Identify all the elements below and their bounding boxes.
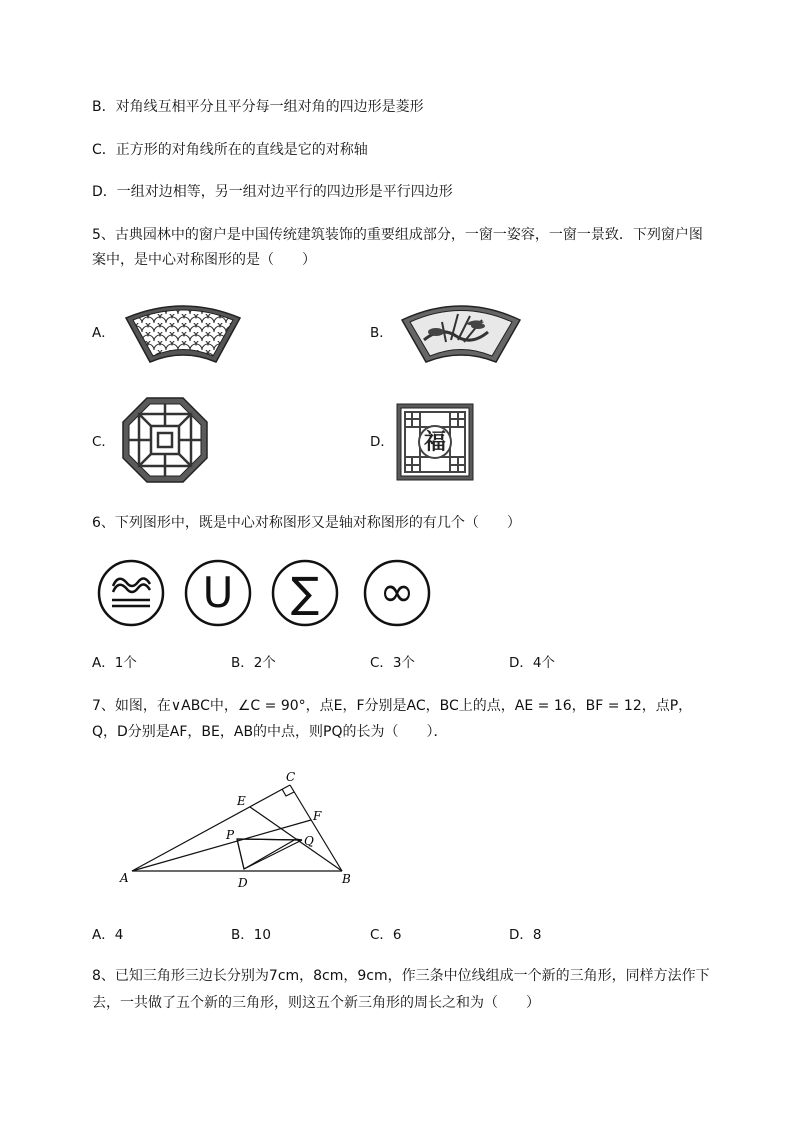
segment-dq (244, 840, 302, 869)
q6-option-d: D．4个 (509, 655, 555, 671)
q7-option-d: D．8 (509, 927, 542, 943)
q5-stem-line2: 案中，是中心对称图形的是（ ） (92, 252, 316, 268)
label-e: E (237, 794, 246, 808)
segment-pq (237, 839, 302, 840)
q5-stem-line1: 5、古典园林中的窗户是中国传统建筑装饰的重要组成部分，一窗一姿容，一窗一景致．下列窗户图 (92, 227, 703, 243)
q4-option-c: C．正方形的对角线所在的直线是它的对称轴 (92, 142, 368, 158)
q7-stem-line1: 7、如图，在∨ABC中，∠C = 90°，点E，F分别是AC，BC上的点，AE = 16，BF = 12，点P， (92, 698, 693, 714)
label-b: B (342, 872, 351, 886)
q7-option-c: C．6 (370, 927, 402, 943)
label-c: C (286, 770, 296, 784)
q7-stem-line2: Q，D分别是AF，BE，AB的中点，则PQ的长为（ ）． (92, 724, 448, 740)
triangle-figure (110, 765, 370, 895)
q5-label-a: A． (92, 325, 115, 341)
label-f: F (313, 809, 322, 823)
fan-window-scales-image (118, 296, 248, 368)
octagon-window-image (121, 396, 209, 484)
q5-label-b: B． (370, 325, 393, 341)
infinity-symbol-circle (362, 558, 432, 628)
label-q: Q (304, 834, 314, 848)
u-letter: U (202, 568, 234, 617)
q4-option-b: B．对角线互相平分且平分每一组对角的四边形是菱形 (92, 99, 424, 115)
fan-window-plants-image (396, 296, 526, 368)
square-fu-window (396, 403, 474, 481)
q6-option-b: B．2个 (231, 655, 276, 671)
right-angle-mark (282, 789, 294, 796)
q6-stem: 6、下列图形中，既是中心对称图形又是轴对称图形的有几个（ ） (92, 515, 521, 531)
segment-pd (237, 839, 244, 869)
q7-option-a: A．4 (92, 927, 124, 943)
q6-option-c: C．3个 (370, 655, 416, 671)
q4-option-d: D．一组对边相等，另一组对边平行的四边形是平行四边形 (92, 184, 453, 200)
u-symbol-circle (183, 558, 253, 628)
label-d: D (238, 876, 248, 890)
label-a: A (120, 871, 129, 885)
q8-stem-line2: 去，一共做了五个新的三角形，则这五个新三角形的周长之和为（ ） (92, 995, 540, 1011)
parallelogram-pdq (237, 839, 302, 869)
infinity-glyph: ∞ (379, 567, 415, 616)
q5-label-d: D． (370, 434, 394, 450)
sigma-glyph: ∑ (290, 568, 320, 617)
q7-option-b: B．10 (231, 927, 271, 943)
q5-label-c: C． (92, 434, 115, 450)
segment-cb (290, 785, 342, 871)
q6-option-a: A．1个 (92, 655, 137, 671)
label-p: P (226, 828, 235, 842)
q8-stem-line1: 8、已知三角形三边长分别为7cm，8cm，9cm，作三条中位线组成一个新的三角形，同样方法作下 (92, 968, 710, 984)
wave-symbol-circle-icon (96, 558, 166, 628)
fu-character: 福 (423, 429, 446, 455)
sigma-symbol-circle (270, 558, 340, 628)
